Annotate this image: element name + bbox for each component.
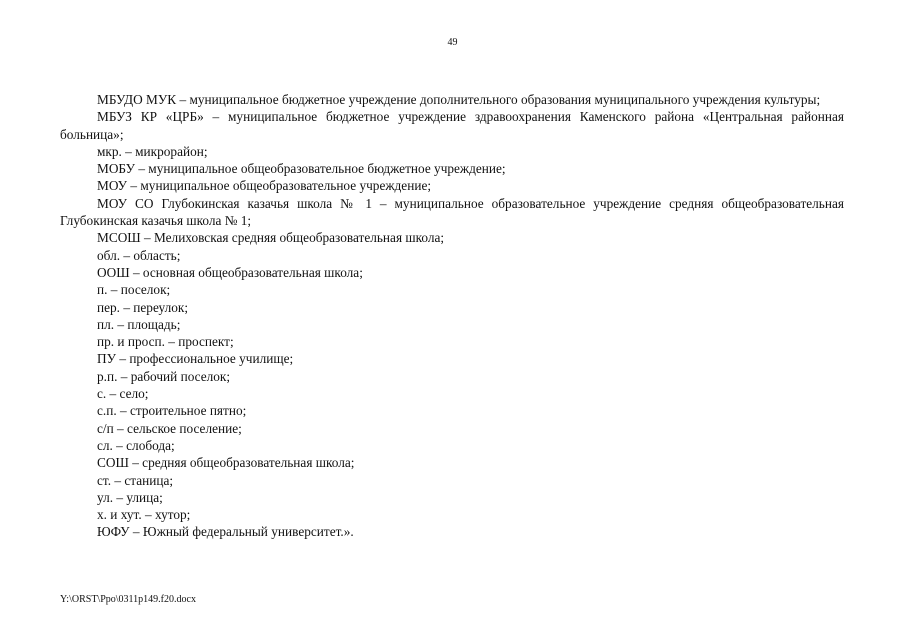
abbreviation-entry: с.п. – строительное пятно; (97, 403, 247, 419)
abbreviation-entry: МОБУ – муниципальное общеобразовательное бюджетное учреждение; (97, 161, 506, 177)
abbreviation-entry: МОУ – муниципальное общеобразовательное учреждение; (97, 178, 432, 194)
abbreviation-entry: с. – село; (97, 386, 149, 402)
abbreviation-entry: сл. – слобода; (97, 437, 175, 453)
abbreviation-list (60, 91, 844, 541)
abbreviation-entry: ПУ – профессиональное училище; (97, 351, 294, 367)
abbreviation-entry: мкр. – микрорайон; (97, 143, 208, 159)
abbreviation-entry: МОУ СО Глубокинская казачья школа № 1 – муниципальное образовательное учреждение средняя общеобразовательная Глубокинская казачья школа № 1; (60, 195, 844, 229)
abbreviation-entry: ст. – станица; (97, 472, 174, 488)
abbreviation-entry: пл. – площадь; (97, 316, 181, 332)
abbreviation-entry: СОШ – средняя общеобразовательная школа; (97, 455, 355, 471)
abbreviation-entry: МСОШ – Мелиховская средняя общеобразовательная школа; (97, 230, 445, 246)
page-number: 49 (447, 37, 458, 48)
abbreviation-entry: с/п – сельское поселение; (97, 420, 242, 436)
abbreviation-entry: пр. и просп. – проспект; (97, 334, 234, 350)
abbreviation-entry: пер. – переулок; (97, 299, 189, 315)
abbreviation-entry: ООШ – основная общеобразовательная школа; (97, 264, 363, 280)
abbreviation-entry: ул. – улица; (97, 489, 163, 505)
abbreviation-entry: МБУДО МУК – муниципальное бюджетное учреждение дополнительного образования муниципального учреждения культуры; (97, 92, 821, 107)
abbreviation-entry: обл. – область; (97, 247, 181, 263)
abbreviation-entry: р.п. – рабочий поселок; (97, 368, 231, 384)
footer-file-path: Y:\ORST\Ppo\0311p149.f20.docx (60, 594, 196, 605)
abbreviation-entry: МБУЗ КР «ЦРБ» – муниципальное бюджетное учреждение здравоохранения Каменского района «Центральная районная больница»; (60, 109, 844, 142)
abbreviation-entry: п. – поселок; (97, 282, 171, 298)
abbreviation-entry: ЮФУ – Южный федеральный университет.». (97, 524, 354, 540)
abbreviation-entry: х. и хут. – хутор; (97, 507, 191, 523)
